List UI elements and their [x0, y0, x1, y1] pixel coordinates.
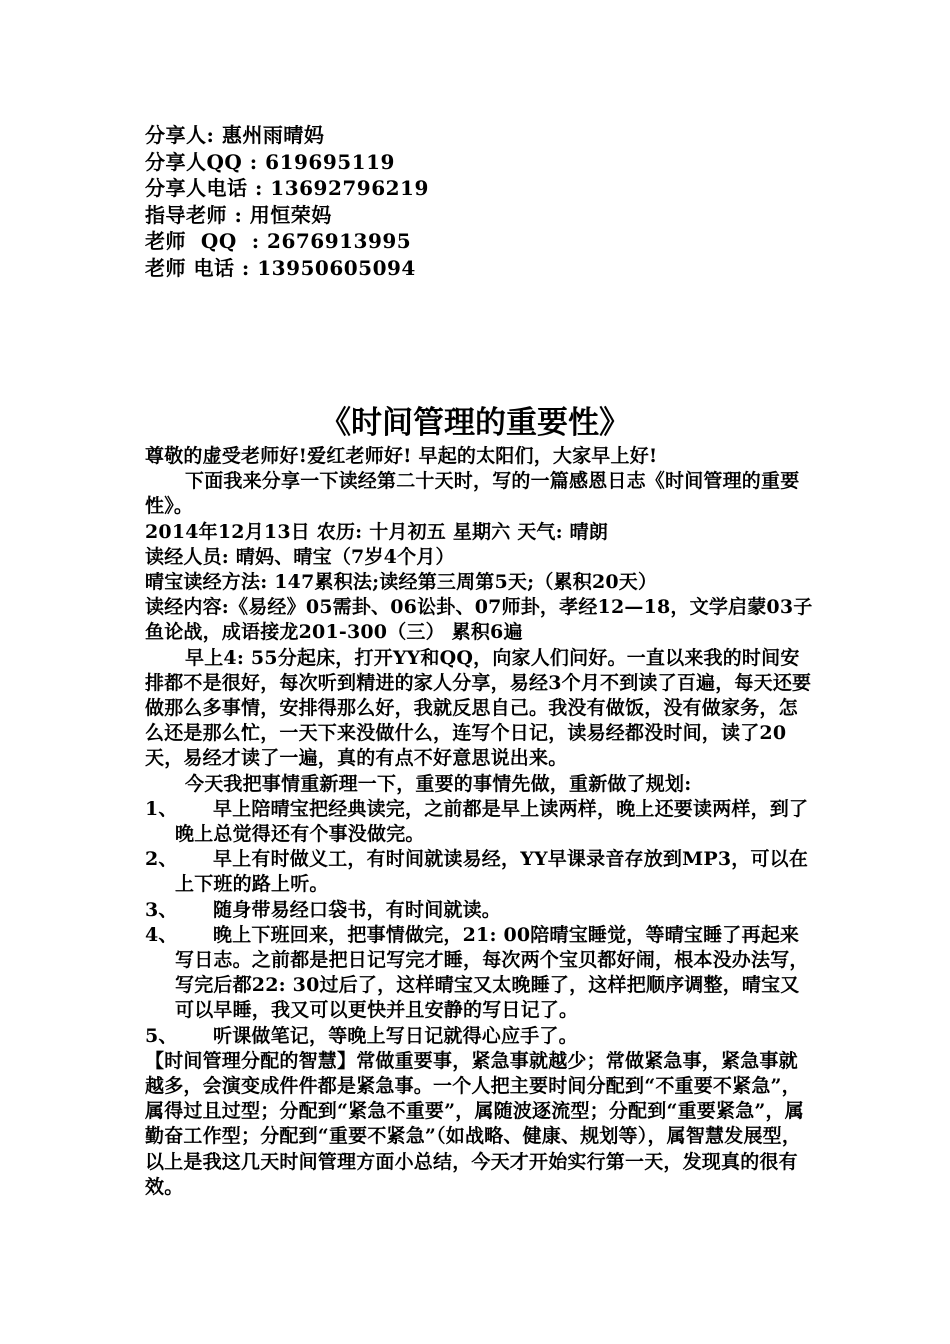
content-line: 读经内容:《易经》05需卦、06讼卦、07师卦，孝经12—18，文学启蒙03子鱼论战，成语接龙201-300（三） 累积6遍: [145, 596, 813, 644]
paragraph-morning: 早上4: 55分起床，打开YY和QQ，向家人们问好。一直以来我的时间安排都不是很好，每次听到精进的家人分享，易经3个月不到读了百遍，每天还要做那么多事情，安排得那么好，我就反思自己。我没有做饭，没有做家务，怎么还是那么忙，一天下来没做什么，连写个日记，读易经都没时间，读了20天，易经才读了一遍，真的有点不好意思说出来。: [145, 646, 812, 770]
readers-line: 读经人员: 晴妈、晴宝（7岁4个月）: [145, 545, 455, 568]
contact-header: [145, 122, 845, 282]
method-line: 晴宝读经方法: 147累积法;读经第三周第5天;（累积20天）: [145, 571, 658, 594]
sharer-qq: 分享人QQ : 619695119: [145, 149, 395, 174]
document-title: 《时间管理的重要性》: [320, 405, 630, 441]
mentor-phone: 老师 电话 : 13950605094: [145, 255, 416, 280]
intro-paragraph: 下面我来分享一下读经第二十天时，写的一篇感恩日志《时间管理的重要性》。: [145, 470, 800, 518]
document-body: [145, 444, 815, 1200]
list-item: [145, 847, 815, 897]
list-item-number: 3、: [145, 898, 178, 921]
list-item: [145, 923, 815, 1024]
list-item: [145, 898, 815, 923]
list-item-text: 晚上下班回来，把事情做完，21: 00陪晴宝睡觉，等晴宝睡了再起来写日志。之前都是把日记写完才睡，每次两个宝贝都好闹，根本没办法写，写完后都22: 30过后了，这样晴宝又太晚睡了，这样把顺序调整，晴宝又可以早睡，我又可以更快并且安静的写日记了。: [175, 923, 809, 1022]
list-item-text: 早上有时做义工，有时间就读易经，YY早课录音存放到MP3，可以在上下班的路上听。: [175, 848, 809, 896]
date-line: 2014年12月13日 农历: 十月初五 星期六 天气: 晴朗: [145, 520, 609, 543]
greeting: 尊敬的虚受老师好!爱红老师好! 早起的太阳们，大家早上好!: [145, 445, 658, 467]
list-item-number: 4、: [145, 923, 178, 946]
list-item-text: 早上陪晴宝把经典读完，之前都是早上读两样，晚上还要读两样，到了晚上总觉得还有个事没做完。: [175, 797, 809, 846]
mentor-qq: 老师 QQ : 2676913995: [145, 229, 412, 254]
list-item: [145, 1024, 815, 1049]
wisdom-paragraph: 【时间管理分配的智慧】常做重要事，紧急事就越少；常做紧急事，紧急事就越多，会演变成件件都是紧急事。一个人把主要时间分配到“不重要不紧急”，属得过且过型；分配到“紧急不重要”，属随波逐流型；分配到“重要紧急”，属勤奋工作型；分配到“重要不紧急”（如战略、健康、规划等），属智慧发展型， 以上是我这几天时间管理方面小总结，今天才开始实行第一天，发现真的很有效。: [145, 1049, 804, 1198]
paragraph-plan: 今天我把事情重新理一下，重要的事情先做，重新做了规划:: [185, 772, 692, 795]
mentor-name: 指导老师 : 用恒荣妈: [145, 202, 332, 227]
list-item-text: 听课做笔记，等晚上写日记就得心应手了。: [213, 1024, 578, 1047]
sharer-name: 分享人: 惠州雨晴妈: [145, 123, 325, 147]
list-item-number: 2、: [145, 848, 178, 871]
list-item-number: 1、: [145, 797, 178, 820]
list-item: [145, 797, 815, 847]
list-item-number: 5、: [145, 1024, 178, 1047]
sharer-phone: 分享人电话 : 13692796219: [145, 176, 429, 201]
list-item-text: 随身带易经口袋书，有时间就读。: [213, 898, 502, 921]
